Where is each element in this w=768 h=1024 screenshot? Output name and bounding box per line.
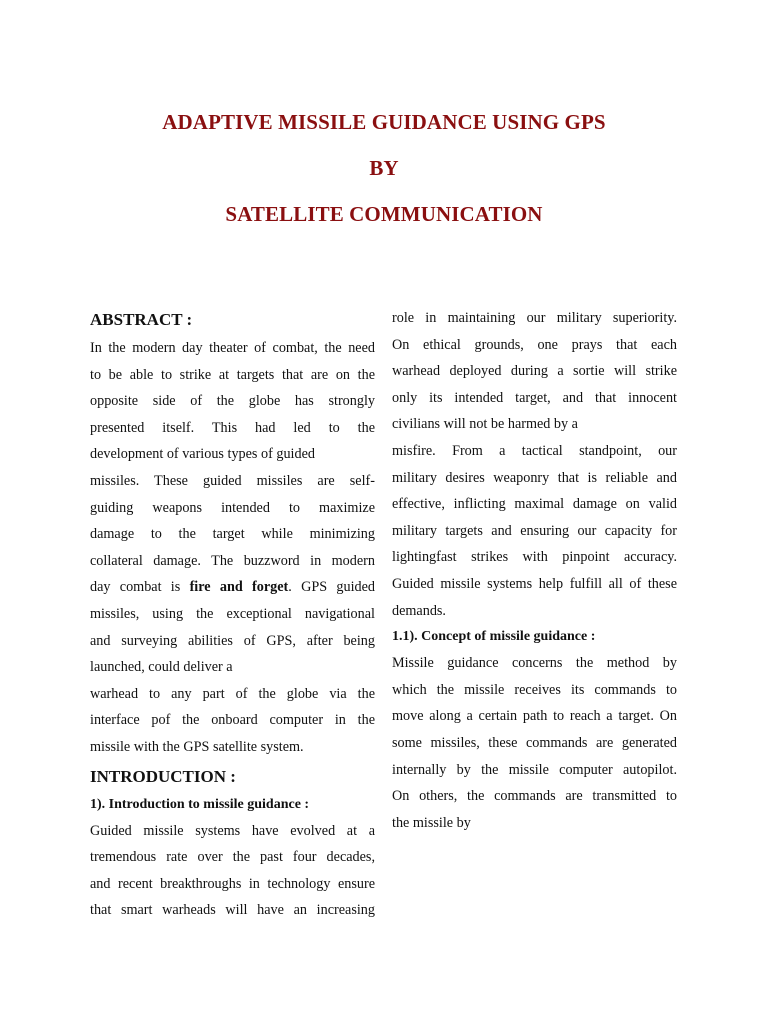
intro-line: tremendous rate over the past four decades, xyxy=(90,849,375,866)
fire-line-pre: day combat is xyxy=(90,579,190,596)
body-line: military targets and ensuring our capacity for xyxy=(392,522,677,539)
concept-line: move along a certain path to reach a target. On xyxy=(392,708,677,725)
abstract-heading: ABSTRACT : xyxy=(90,310,193,329)
intro-subheading: 1). Introduction to missile guidance : xyxy=(90,796,310,812)
concept-line: some missiles, these commands are generated xyxy=(392,734,677,751)
abstract-line: launched, could deliver a xyxy=(90,659,233,676)
body-line: Guided missile systems help fulfill all of these xyxy=(392,575,677,592)
abstract-line: damage to the target while minimizing xyxy=(90,526,375,543)
abstract-line: opposite side of the globe has strongly xyxy=(90,393,375,410)
body-line: demands. xyxy=(392,602,446,619)
body-line: civilians will not be harmed by a xyxy=(392,416,578,433)
concept-line: On others, the commands are transmitted to xyxy=(392,788,677,805)
intro-line: Guided missile systems have evolved at a xyxy=(90,822,375,839)
body-line: warhead deployed during a sortie will strike xyxy=(392,363,677,380)
abstract-line: collateral damage. The buzzword in modern xyxy=(90,552,375,569)
body-line: military desires weaponry that is reliable and xyxy=(392,469,677,486)
abstract-line: guiding weapons intended to maximize xyxy=(90,499,375,516)
body-line: effective, inflicting maximal damage on valid xyxy=(392,496,677,513)
intro-line: that smart warheads will have an increasing xyxy=(90,902,375,919)
concept-line: Missile guidance concerns the method by xyxy=(392,655,677,672)
concept-line: the missile by xyxy=(392,814,471,831)
abstract-line: presented itself. This had led to the xyxy=(90,419,375,436)
title-line-1: ADAPTIVE MISSILE GUIDANCE USING GPS xyxy=(162,110,606,134)
abstract-line: and surveying abilities of GPS, after being xyxy=(90,632,375,649)
abstract-line: missiles. These guided missiles are self- xyxy=(90,472,375,489)
body-line: only its intended target, and that innocent xyxy=(392,389,677,406)
right-column xyxy=(392,305,677,836)
abstract-line: development of various types of guided xyxy=(90,446,315,463)
left-column xyxy=(90,308,375,924)
concept-line: internally by the missile computer autopilot. xyxy=(392,761,677,778)
abstract-line: In the modern day theater of combat, the need xyxy=(90,340,375,356)
title-block xyxy=(0,110,768,248)
abstract-line: missile with the GPS satellite system. xyxy=(90,738,304,755)
body-line: role in maintaining our military superiority. xyxy=(392,310,677,326)
abstract-line: interface pof the onboard computer in the xyxy=(90,712,375,729)
concept-subheading: 1.1). Concept of missile guidance : xyxy=(392,629,596,645)
fire-line-post: . GPS guided xyxy=(288,579,375,596)
intro-line: and recent breakthroughs in technology ensure xyxy=(90,875,375,892)
introduction-heading: INTRODUCTION : xyxy=(90,766,236,786)
fire-and-forget-emphasis: fire and forget xyxy=(189,579,289,596)
abstract-line: missiles, using the exceptional navigational xyxy=(90,605,375,622)
fire-and-forget-line xyxy=(90,574,375,601)
abstract-line: to be able to strike at targets that are on the xyxy=(90,366,375,383)
body-line: misfire. From a tactical standpoint, our xyxy=(392,442,677,459)
title-line-2: BY xyxy=(369,156,399,180)
abstract-line: warhead to any part of the globe via the xyxy=(90,685,375,702)
body-line: lightingfast strikes with pinpoint accuracy. xyxy=(392,549,677,566)
body-line: On ethical grounds, one prays that each xyxy=(392,336,677,353)
concept-line: which the missile receives its commands to xyxy=(392,681,677,698)
title-line-3: SATELLITE COMMUNICATION xyxy=(225,202,543,226)
